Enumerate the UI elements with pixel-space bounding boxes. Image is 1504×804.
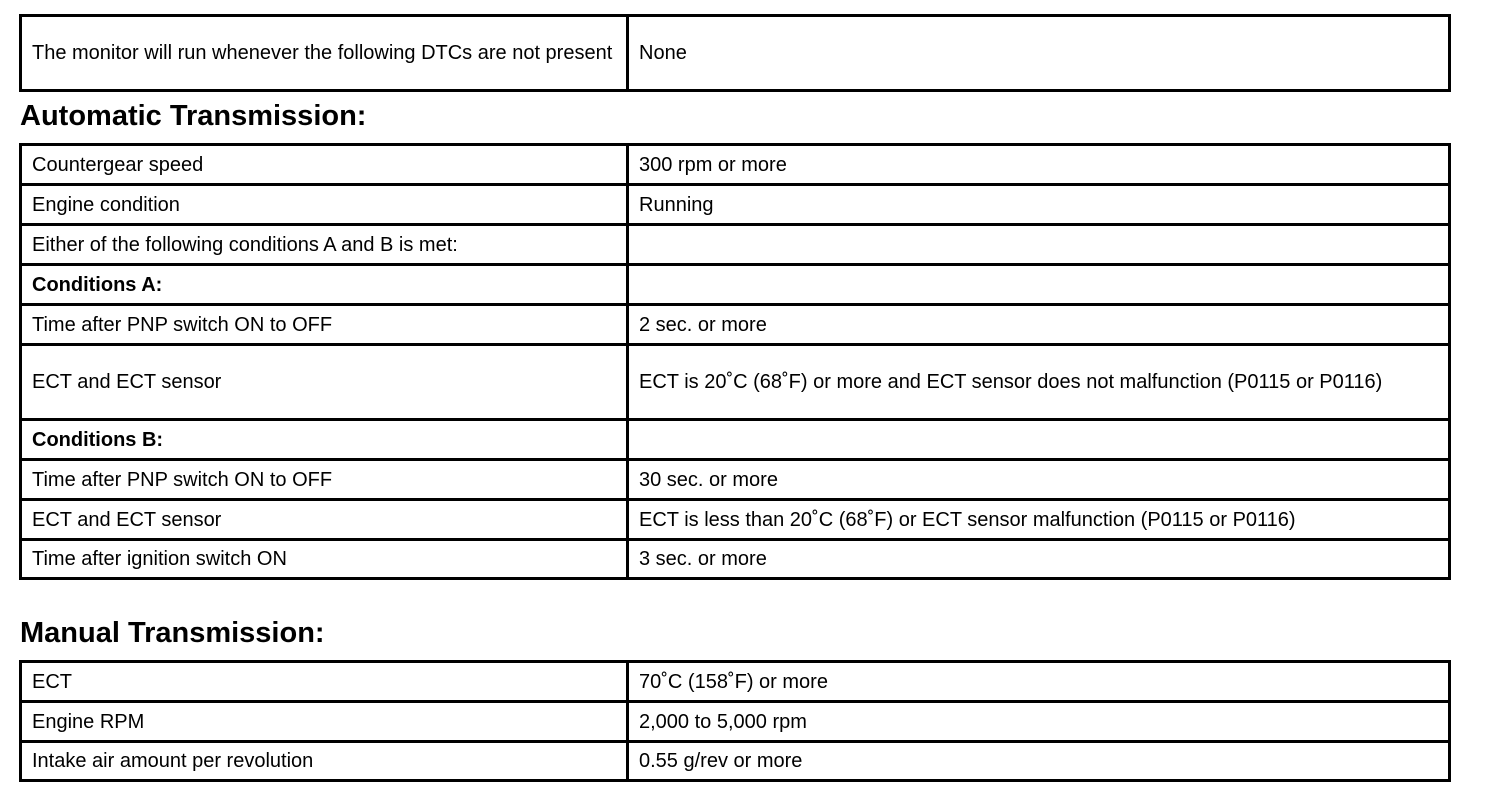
- condition-value: [628, 225, 1450, 265]
- condition-label: Time after PNP switch ON to OFF: [21, 460, 628, 500]
- condition-label: Countergear speed: [21, 145, 628, 185]
- condition-label: Intake air amount per revolution: [21, 742, 628, 781]
- table-row: [21, 662, 1450, 702]
- table-row: [21, 420, 1450, 460]
- automatic-transmission-table: [19, 143, 1451, 580]
- manual-transmission-table: [19, 660, 1451, 782]
- condition-label: ECT and ECT sensor: [21, 500, 628, 540]
- condition-label: The monitor will run whenever the following DTCs are not present: [21, 16, 628, 91]
- condition-label: Time after ignition switch ON: [21, 540, 628, 579]
- condition-label: Engine RPM: [21, 702, 628, 742]
- condition-value: ECT is 20˚C (68˚F) or more and ECT sensor does not malfunction (P0115 or P0116): [628, 345, 1450, 420]
- condition-value: [628, 420, 1450, 460]
- table-row: [21, 305, 1450, 345]
- condition-value: 300 rpm or more: [628, 145, 1450, 185]
- table-row: [21, 460, 1450, 500]
- table-row: [21, 702, 1450, 742]
- condition-label: ECT and ECT sensor: [21, 345, 628, 420]
- condition-label: Either of the following conditions A and B is met:: [21, 225, 628, 265]
- table-row: [21, 225, 1450, 265]
- table-row: [21, 345, 1450, 420]
- condition-label: Time after PNP switch ON to OFF: [21, 305, 628, 345]
- condition-value: Running: [628, 185, 1450, 225]
- condition-value: [628, 265, 1450, 305]
- condition-value: 70˚C (158˚F) or more: [628, 662, 1450, 702]
- table-row: [21, 742, 1450, 781]
- table-row: [21, 540, 1450, 579]
- condition-label: ECT: [21, 662, 628, 702]
- condition-value: 2 sec. or more: [628, 305, 1450, 345]
- automatic-transmission-heading: Automatic Transmission:: [20, 100, 367, 132]
- condition-value: None: [628, 16, 1450, 91]
- table-row: [21, 500, 1450, 540]
- conditions-a-label: Conditions A:: [21, 265, 628, 305]
- table-row: [21, 145, 1450, 185]
- manual-transmission-heading: Manual Transmission:: [20, 617, 325, 649]
- dtc-condition-table: [19, 14, 1451, 92]
- table-row: [21, 16, 1450, 91]
- condition-value: 0.55 g/rev or more: [628, 742, 1450, 781]
- condition-label: Engine condition: [21, 185, 628, 225]
- table-row: [21, 265, 1450, 305]
- conditions-b-label: Conditions B:: [21, 420, 628, 460]
- condition-value: ECT is less than 20˚C (68˚F) or ECT sensor malfunction (P0115 or P0116): [628, 500, 1450, 540]
- condition-value: 2,000 to 5,000 rpm: [628, 702, 1450, 742]
- condition-value: 3 sec. or more: [628, 540, 1450, 579]
- condition-value: 30 sec. or more: [628, 460, 1450, 500]
- table-row: [21, 185, 1450, 225]
